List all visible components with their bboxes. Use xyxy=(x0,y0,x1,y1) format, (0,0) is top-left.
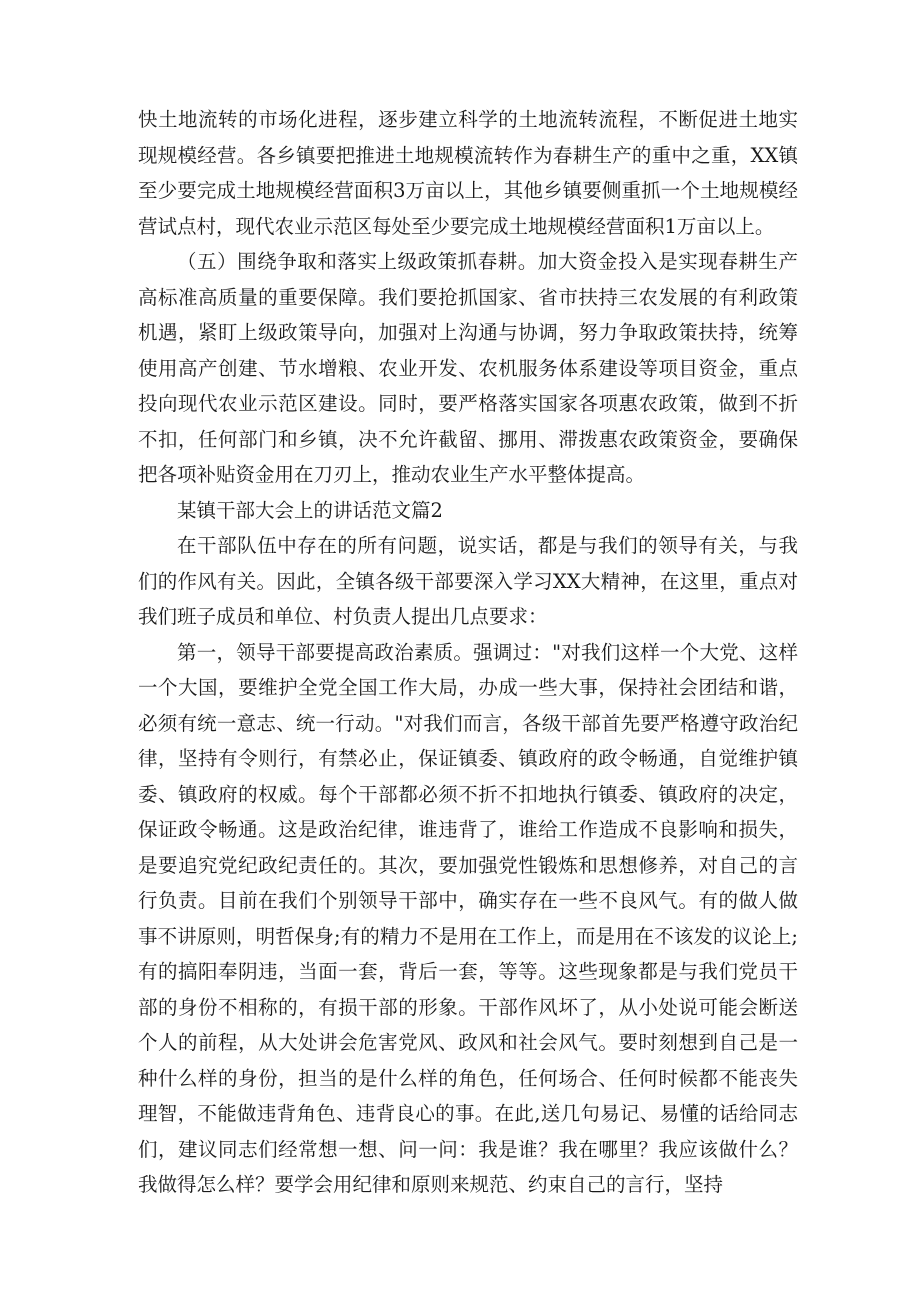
paragraph-political-quality: 第一，领导干部要提高政治素质。强调过："对我们这样一个大党、这样一个大国，要维护全党全国工作大局，办成一些大事，保持社会团结和谐，必须有统一意志、统一行动。"对我们而言，各级干部首先要严格遵守政治纪律，坚持有令则行，有禁必止，保证镇委、镇政府的政令畅通，自觉维护镇委、镇政府的权威。每个干部都必须不折不扣地执行镇委、镇政府的决定，保证政令畅通。这是政治纪律，谁违背了，谁给工作造成不良影响和损失，是要追究党纪政纪责任的。其次，要加强党性锻炼和思想修养，对自己的言行负责。目前在我们个别领导干部中，确实存在一些不良风气。有的做人做事不讲原则，明哲保身;有的精力不是用在工作上，而是用在不该发的议论上;有的搞阳奉阴违，当面一套，背后一套，等等。这些现象都是与我们党员干部的身份不相称的，有损干部的形象。干部作风坏了，从小处说可能会断送个人的前程，从大处讲会危害党风、政风和社会风气。要时刻想到自己是一种什么样的身份，担当的是什么样的角色，任何场合、任何时候都不能丧失理智，不能做违背角色、违背良心的事。在此,送几句易记、易懂的话给同志们，建议同志们经常想一想、问一问：我是谁？我在哪里？我应该做什么？我做得怎么样？要学会用纪律和原则来规范、约束自己的言行，坚持 xyxy=(138,640,798,1196)
paragraph-policy-support: （五）围绕争取和落实上级政策抓春耕。加大资金投入是实现春耕生产高标准高质量的重要保障。我们要抢抓国家、省市扶持三农发展的有利政策机遇，紧盯上级政策导向，加强对上沟通与协调，努力争取政策扶持，统筹使用高产创建、节水增粮、农业开发、农机服务体系建设等项目资金，重点投向现代农业示范区建设。同时，要严格落实国家各项惠农政策，做到不折不扣，任何部门和乡镇，决不允许截留、挪用、滞拨惠农政策资金，要确保把各项补贴资金用在刀刃上，推动农业生产水平整体提高。 xyxy=(138,250,798,486)
paragraph-land-transfer: 快土地流转的市场化进程，逐步建立科学的土地流转流程，不断促进土地实现规模经营。各乡镇要把推进土地规模流转作为春耕生产的重中之重，XX镇至少要完成土地规模经营面积3万亩以上，其他乡镇要侧重抓一个土地规模经营试点村，现代农业示范区每处至少要完成土地规模经营面积1万亩以上。 xyxy=(138,108,798,238)
paragraph-cadre-problems: 在干部队伍中存在的所有问题，说实话，都是与我们的领导有关，与我们的作风有关。因此，全镇各级干部要深入学习XX大精神，在这里，重点对我们班子成员和单位、村负责人提出几点要求： xyxy=(138,534,798,628)
section-heading: 某镇干部大会上的讲话范文篇2 xyxy=(177,498,443,522)
document-page xyxy=(138,102,798,1203)
